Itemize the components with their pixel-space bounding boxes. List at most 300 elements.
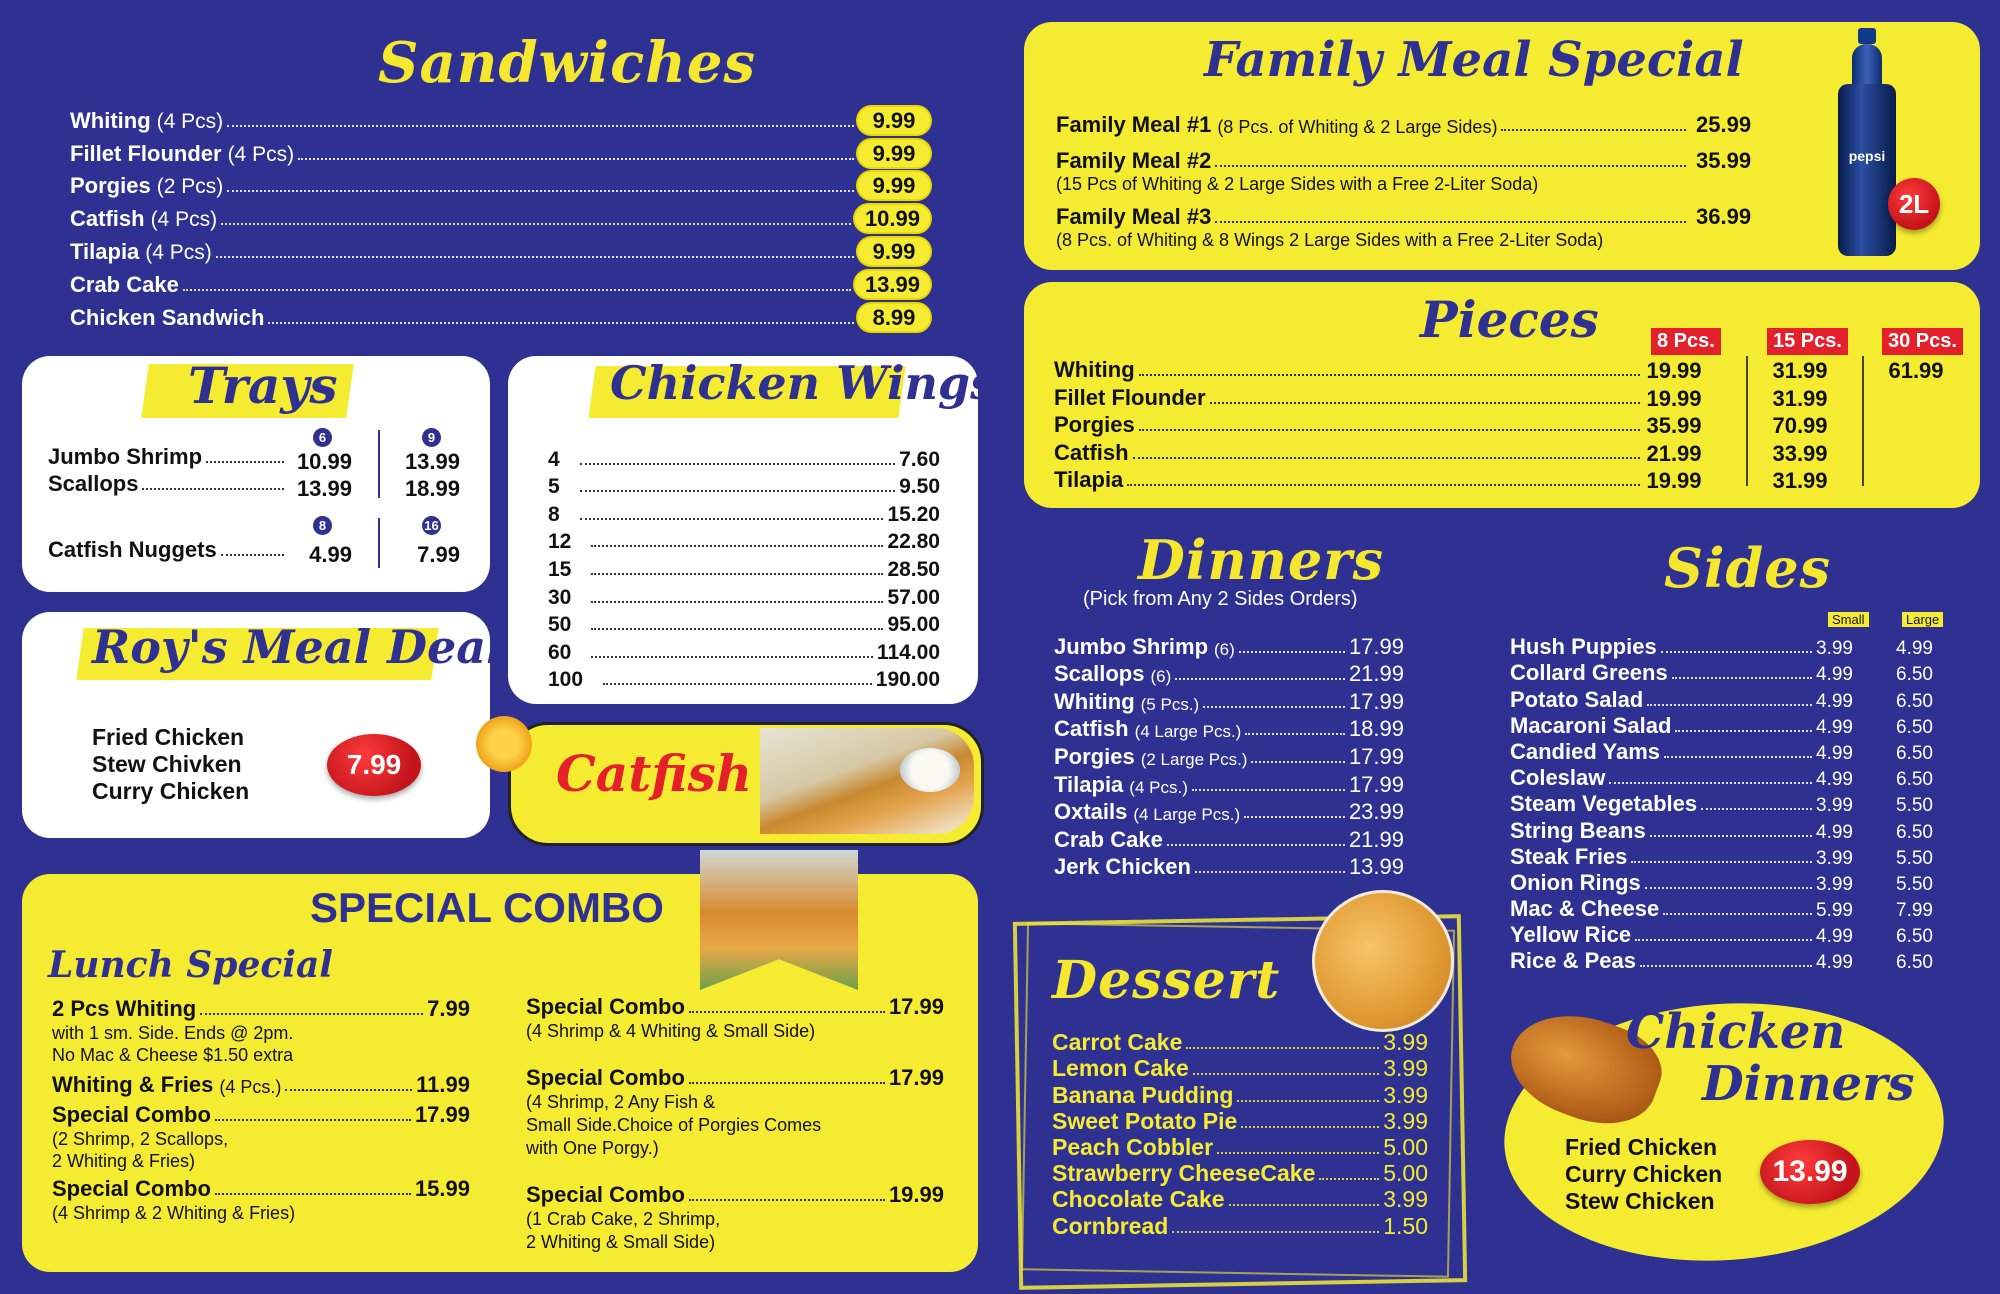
leader-dots: [285, 1089, 412, 1091]
combo-desc: (4 Shrimp & 4 Whiting & Small Side): [526, 1021, 816, 1041]
side-price-large: 6.50: [1896, 952, 1933, 974]
trays-col-16: 16: [422, 516, 441, 535]
family-item: [1056, 204, 1786, 250]
dinner-row: [1054, 660, 1404, 688]
meal-deal-item: Curry Chicken: [92, 778, 250, 804]
family-row: [1056, 112, 1786, 138]
dinner-row: [1054, 798, 1404, 826]
combo-price: 17.99: [414, 1102, 470, 1127]
combo-note: (4 Pcs.): [219, 1077, 282, 1097]
leader-dots: [1217, 1152, 1379, 1154]
wing-row: [548, 665, 940, 693]
combo-price: 17.99: [888, 994, 944, 1019]
dessert-price: 3.99: [1383, 1186, 1428, 1213]
pieces-price-8: 35.99: [1646, 413, 1702, 438]
combo-desc: (4 Shrimp & 2 Whiting & Fries): [52, 1203, 296, 1223]
sandwich-row: [70, 101, 930, 134]
leader-dots: [1175, 678, 1345, 680]
dinner-price: 17.99: [1348, 743, 1404, 769]
side-price-small: 3.99: [1816, 873, 1853, 895]
leader-dots: [1195, 871, 1345, 873]
leader-dots: [1663, 913, 1812, 915]
wing-price: 57.00: [887, 585, 940, 609]
leader-dots: [1210, 402, 1640, 404]
dessert-price: 3.99: [1383, 1107, 1428, 1134]
combo-price: 15.99: [414, 1176, 470, 1201]
side-price-large: 6.50: [1896, 664, 1933, 686]
dinner-note: (4 Large Pcs.): [1134, 722, 1242, 742]
dinner-note: (4 Large Pcs.): [1133, 805, 1241, 825]
side-name: Steak Fries: [1510, 843, 1628, 869]
wing-qty: 60: [548, 640, 572, 664]
dessert-price: 3.99: [1383, 1081, 1428, 1108]
side-price-small: 4.99: [1816, 952, 1853, 974]
dessert-name: Strawberry CheeseCake: [1052, 1160, 1316, 1187]
combo-price: 17.99: [888, 1065, 944, 1090]
side-price-large: 6.50: [1896, 821, 1933, 843]
dessert-row: [1052, 1056, 1428, 1082]
dinner-note: (5 Pcs.): [1140, 694, 1200, 714]
sandwich-row: [70, 199, 930, 232]
dessert-price: 3.99: [1383, 1029, 1428, 1056]
side-price-large: 4.99: [1896, 638, 1933, 660]
side-price-small: 3.99: [1816, 638, 1853, 660]
sides-small-label: Small: [1828, 612, 1869, 627]
sandwich-row: [70, 298, 930, 331]
combo-name: Special Combo: [52, 1102, 211, 1127]
dinner-name: Jerk Chicken: [1054, 854, 1191, 880]
leader-dots: [1192, 789, 1345, 791]
dinner-name: Catfish: [1054, 716, 1129, 742]
side-price-large: 6.50: [1896, 716, 1933, 738]
sandwich-row: [70, 167, 930, 200]
side-name: Yellow Rice: [1510, 922, 1632, 948]
combo-item: [526, 1065, 944, 1160]
combo-price: 7.99: [427, 996, 470, 1021]
leader-dots: [1127, 484, 1640, 486]
soda-size-badge: 2L: [1888, 178, 1940, 230]
tray-price-a: 13.99: [296, 476, 352, 501]
wing-row: [548, 527, 940, 555]
dinner-price: 23.99: [1348, 799, 1404, 825]
combo-row: [526, 1065, 944, 1091]
side-row: [1510, 713, 1946, 739]
pieces-price-15: 70.99: [1772, 413, 1828, 438]
leader-dots: [227, 125, 854, 127]
leader-dots: [1645, 887, 1812, 889]
side-price-small: 3.99: [1816, 795, 1853, 817]
side-price-large: 6.50: [1896, 742, 1933, 764]
leader-dots: [1172, 1231, 1379, 1233]
sandwich-price: 9.99: [858, 107, 930, 134]
pieces-price-8: 19.99: [1646, 468, 1702, 493]
side-price-large: 6.50: [1896, 769, 1933, 791]
side-price-small: 4.99: [1816, 664, 1853, 686]
family-desc: (15 Pcs of Whiting & 2 Large Sides with a Free 2-Liter Soda): [1056, 174, 1539, 194]
wing-price: 28.50: [887, 557, 940, 581]
leader-dots: [580, 518, 884, 520]
family-row: [1056, 148, 1786, 174]
tray-price-b: 18.99: [404, 476, 460, 501]
side-price-small: 4.99: [1816, 690, 1853, 712]
dessert-name: Peach Cobbler: [1052, 1133, 1214, 1160]
sandwich-name: Porgies: [70, 173, 151, 199]
combo-desc: (2 Shrimp, 2 Scallops,: [52, 1129, 229, 1149]
leader-dots: [1237, 1100, 1379, 1102]
leader-dots: [183, 289, 851, 291]
leader-dots: [591, 545, 883, 547]
dessert-price: 3.99: [1383, 1055, 1428, 1082]
leader-dots: [1215, 165, 1686, 167]
wing-row: [548, 637, 940, 665]
tray-price-b: 7.99: [417, 542, 460, 567]
family-price: 35.99: [1696, 148, 1752, 173]
cornbread-photo: [1312, 890, 1454, 1032]
combo-desc: with One Porgy.): [526, 1138, 659, 1158]
wing-row: [548, 499, 940, 527]
sauce-cup-icon: [900, 748, 960, 792]
sandwich-note: (4 Pcs): [227, 142, 295, 166]
side-price-small: 4.99: [1816, 769, 1853, 791]
wing-qty: 5: [548, 475, 560, 499]
tray-name: Jumbo Shrimp: [48, 444, 203, 469]
pieces-price-15: 31.99: [1772, 468, 1828, 493]
combo-name: Special Combo: [52, 1176, 211, 1201]
family-item: [1056, 148, 1786, 194]
side-row: [1510, 844, 1946, 870]
pieces-row: [1054, 467, 1644, 493]
leader-dots: [591, 573, 883, 575]
tray-row: [48, 471, 288, 497]
dessert-row: [1052, 1187, 1428, 1213]
leader-dots: [1251, 761, 1344, 763]
side-row: [1510, 948, 1946, 974]
combo-desc: Small Side.Choice of Porgies Comes: [526, 1115, 822, 1135]
side-name: Collard Greens: [1510, 660, 1668, 686]
family-name: Family Meal #2: [1056, 148, 1212, 173]
sandwich-name: Chicken Sandwich: [70, 304, 265, 330]
wing-price: 190.00: [875, 668, 940, 692]
dinner-note: (6): [1214, 639, 1235, 659]
leader-dots: [580, 463, 895, 465]
sandwiches-list: [70, 101, 930, 331]
sandwich-row: [70, 232, 930, 265]
tray-name: Catfish Nuggets: [48, 537, 217, 562]
leader-dots: [1133, 457, 1640, 459]
sandwich-name: Catfish: [70, 206, 145, 232]
family-item: [1056, 112, 1786, 138]
sandwich-name: Tilapia: [70, 238, 140, 264]
sides-list: [1510, 634, 1946, 974]
leader-dots: [1319, 1178, 1379, 1180]
combo-desc: (4 Shrimp, 2 Any Fish &: [526, 1092, 716, 1112]
side-name: Coleslaw: [1510, 765, 1606, 791]
dinner-name: Whiting: [1054, 688, 1135, 714]
leader-dots: [1203, 706, 1345, 708]
leader-dots: [216, 256, 854, 258]
dinners-title: Dinners: [1138, 528, 1385, 592]
leader-dots: [221, 223, 851, 225]
sandwich-note: (4 Pcs): [145, 240, 212, 264]
side-price-small: 4.99: [1816, 716, 1853, 738]
sandwich-name: Whiting: [70, 107, 151, 133]
chicken-dinner-item: Fried Chicken: [1565, 1134, 1718, 1160]
chicken-dinners-list: [1565, 1134, 1722, 1215]
combo-left-list: [52, 996, 470, 1224]
pieces-name: Tilapia: [1054, 467, 1124, 492]
leader-dots: [1239, 651, 1345, 653]
side-row: [1510, 896, 1946, 922]
sandwich-name: Crab Cake: [70, 271, 179, 297]
sandwich-price: 9.99: [858, 172, 930, 199]
dinner-price: 21.99: [1348, 826, 1404, 852]
combo-item: [52, 1072, 470, 1098]
sandwich-note: (2 Pcs): [156, 175, 224, 199]
dinner-row: [1054, 742, 1404, 770]
pieces-name: Catfish: [1054, 439, 1129, 465]
pieces-name: Porgies: [1054, 412, 1135, 437]
wing-row: [548, 444, 940, 472]
dessert-row: [1052, 1030, 1428, 1056]
sandwich-price: 13.99: [855, 271, 930, 298]
leader-dots: [1245, 733, 1345, 735]
side-row: [1510, 765, 1946, 791]
dinner-name: Jumbo Shrimp: [1054, 633, 1209, 659]
sides-title: Sides: [1664, 536, 1832, 600]
leader-dots: [227, 190, 854, 192]
dessert-name: Cornbread: [1052, 1212, 1169, 1239]
pieces-name: Whiting: [1054, 357, 1135, 382]
leader-dots: [580, 490, 895, 492]
sandwiches-title: Sandwiches: [378, 30, 757, 96]
leader-dots: [215, 1193, 411, 1195]
dinners-list: [1054, 632, 1404, 880]
side-price-large: 7.99: [1896, 900, 1933, 922]
wing-row: [548, 610, 940, 638]
side-price-large: 5.50: [1896, 847, 1933, 869]
tray-price-a: 10.99: [296, 449, 352, 474]
side-name: Rice & Peas: [1510, 948, 1636, 974]
side-row: [1510, 739, 1946, 765]
sandwich-row: [70, 134, 930, 167]
pieces-price-15: 31.99: [1772, 385, 1828, 411]
wing-price: 114.00: [876, 640, 940, 664]
side-price-large: 5.50: [1896, 795, 1933, 817]
family-row: [1056, 204, 1786, 230]
leader-dots: [1193, 1073, 1379, 1075]
trays-col-9: 9: [422, 428, 441, 447]
leader-dots: [1215, 221, 1686, 223]
leader-dots: [268, 322, 854, 324]
combo-desc: No Mac & Cheese $1.50 extra: [52, 1045, 294, 1065]
leader-dots: [689, 1199, 885, 1201]
dessert-price: 5.00: [1383, 1133, 1428, 1160]
combo-desc: (1 Crab Cake, 2 Shrimp,: [526, 1209, 721, 1229]
leader-dots: [591, 656, 873, 658]
leader-dots: [1640, 965, 1812, 967]
side-price-large: 6.50: [1896, 690, 1933, 712]
leader-dots: [1186, 1047, 1379, 1049]
dessert-name: Banana Pudding: [1052, 1081, 1234, 1108]
leader-dots: [200, 1013, 423, 1015]
leader-dots: [1661, 651, 1812, 653]
side-name: Mac & Cheese: [1510, 896, 1660, 922]
combo-row: [52, 996, 470, 1022]
wing-price: 9.50: [899, 475, 940, 499]
dinner-name: Oxtails: [1054, 799, 1128, 825]
dinners-subtitle: (Pick from Any 2 Sides Orders): [1083, 588, 1358, 610]
combo-row: [52, 1102, 470, 1128]
combo-row: [526, 1182, 944, 1208]
chicken-dinners-title-2: Dinners: [1702, 1056, 1915, 1112]
dinner-note: (2 Large Pcs.): [1140, 749, 1248, 769]
pieces-price-30: 61.99: [1888, 358, 1944, 383]
dessert-title: Dessert: [1052, 950, 1281, 1011]
leader-dots: [1631, 861, 1812, 863]
dinner-note: (4 Pcs.): [1129, 777, 1188, 797]
pieces-header-30: 30 Pcs.: [1882, 328, 1963, 355]
family-name: Family Meal #1: [1056, 112, 1212, 137]
dessert-row: [1052, 1109, 1428, 1135]
combo-desc: 2 Whiting & Fries): [52, 1151, 196, 1171]
dessert-name: Chocolate Cake: [1052, 1186, 1225, 1213]
pieces-row: [1054, 440, 1644, 466]
side-name: Steam Vegetables: [1510, 791, 1698, 817]
pieces-price-8: 19.99: [1646, 358, 1702, 383]
trays-col-8: 8: [313, 516, 332, 535]
combo-item: [52, 996, 470, 1066]
combo-name: Special Combo: [526, 1182, 685, 1207]
leader-dots: [1664, 756, 1812, 758]
pieces-divider-1: [1746, 356, 1748, 486]
pieces-header-8: 8 Pcs.: [1651, 328, 1721, 355]
side-row: [1510, 791, 1946, 817]
leader-dots: [591, 601, 883, 603]
dessert-row: [1052, 1161, 1428, 1187]
tray-row: [48, 444, 288, 470]
leader-dots: [1672, 677, 1812, 679]
combo-price: 11.99: [416, 1072, 470, 1097]
dinner-price: 21.99: [1348, 661, 1404, 687]
tray-price-b: 13.99: [404, 449, 460, 474]
soda-brand-label: pepsi: [1848, 148, 1886, 164]
tray-row: [48, 537, 288, 563]
dinner-price: 17.99: [1348, 633, 1404, 659]
family-desc: (8 Pcs. of Whiting & 8 Wings 2 Large Sides with a Free 2-Liter Soda): [1056, 230, 1604, 250]
pieces-price-15: 31.99: [1772, 358, 1828, 383]
side-price-large: 6.50: [1896, 926, 1933, 948]
pieces-title: Pieces: [1420, 290, 1599, 349]
combo-item: [52, 1102, 470, 1172]
wing-qty: 100: [548, 668, 584, 692]
side-price-small: 4.99: [1816, 821, 1853, 843]
side-row: [1510, 660, 1946, 686]
dinner-price: 13.99: [1348, 854, 1404, 880]
dinner-row: [1054, 687, 1404, 715]
wing-qty: 12: [548, 530, 572, 554]
trays-col-6: 6: [313, 428, 332, 447]
side-name: Candied Yams: [1510, 738, 1660, 764]
side-price-small: 3.99: [1816, 847, 1853, 869]
tray-price-a: 4.99: [309, 542, 352, 567]
combo-item: [52, 1176, 470, 1224]
pieces-price-8: 21.99: [1646, 440, 1702, 466]
combo-desc: with 1 sm. Side. Ends @ 2pm.: [52, 1023, 294, 1043]
family-title: Family Meal Special: [1204, 32, 1744, 88]
dinner-row: [1054, 715, 1404, 743]
combo-right-list: [526, 994, 944, 1254]
dessert-price: 1.50: [1383, 1212, 1428, 1239]
leader-dots: [1241, 1126, 1379, 1128]
sandwich-price: 9.99: [858, 140, 930, 167]
leader-dots: [1139, 429, 1640, 431]
combo-name: Special Combo: [526, 994, 685, 1019]
leader-dots: [1675, 730, 1812, 732]
chicken-dinners-price: 13.99: [1760, 1140, 1860, 1204]
leader-dots: [1650, 835, 1812, 837]
side-row: [1510, 870, 1946, 896]
sandwich-note: (4 Pcs): [150, 208, 218, 232]
dinner-price: 17.99: [1348, 688, 1404, 714]
dessert-price: 5.00: [1383, 1160, 1428, 1187]
leader-dots: [1701, 808, 1812, 810]
pieces-price-8: 19.99: [1646, 385, 1702, 411]
chicken-dinner-item: Stew Chicken: [1565, 1188, 1715, 1214]
side-name: Macaroni Salad: [1510, 712, 1672, 738]
dessert-list: [1052, 1030, 1428, 1240]
wing-price: 7.60: [899, 447, 940, 471]
tray-name: Scallops: [48, 471, 139, 496]
wing-row: [548, 472, 940, 500]
family-list: [1056, 112, 1786, 250]
dessert-name: Sweet Potato Pie: [1052, 1107, 1238, 1134]
family-name: Family Meal #3: [1056, 204, 1212, 229]
wing-qty: 30: [548, 585, 572, 609]
family-price: 36.99: [1696, 204, 1752, 229]
family-price: 25.99: [1696, 112, 1752, 137]
dinner-note: (6): [1150, 667, 1172, 687]
meal-deal-title: Roy's Meal Deal: [92, 620, 504, 674]
dinner-name: Porgies: [1054, 743, 1135, 769]
combo-desc: 2 Whiting & Small Side): [526, 1232, 716, 1252]
combo-price: 19.99: [888, 1182, 944, 1207]
dinner-row: [1054, 770, 1404, 798]
wing-price: 95.00: [887, 613, 940, 637]
dinner-row: [1054, 825, 1404, 853]
wing-qty: 50: [548, 613, 572, 637]
wing-price: 22.80: [887, 530, 940, 554]
wing-row: [548, 582, 940, 610]
combo-item: [526, 994, 944, 1043]
dessert-name: Carrot Cake: [1052, 1029, 1183, 1056]
side-row: [1510, 634, 1946, 660]
leader-dots: [1501, 129, 1686, 131]
combo-row: [526, 994, 944, 1020]
leader-dots: [1647, 704, 1812, 706]
side-name: Onion Rings: [1510, 869, 1641, 895]
leader-dots: [1635, 939, 1812, 941]
sandwich-note: (4 Pcs): [156, 109, 224, 133]
side-price-small: 4.99: [1816, 742, 1853, 764]
side-row: [1510, 686, 1946, 712]
wing-qty: 4: [548, 447, 560, 471]
sandwich-row: [70, 265, 930, 298]
dessert-row: [1052, 1135, 1428, 1161]
leader-dots: [1609, 782, 1812, 784]
pieces-row: [1054, 412, 1644, 438]
wing-price: 15.20: [887, 502, 940, 526]
dinner-row: [1054, 632, 1404, 660]
